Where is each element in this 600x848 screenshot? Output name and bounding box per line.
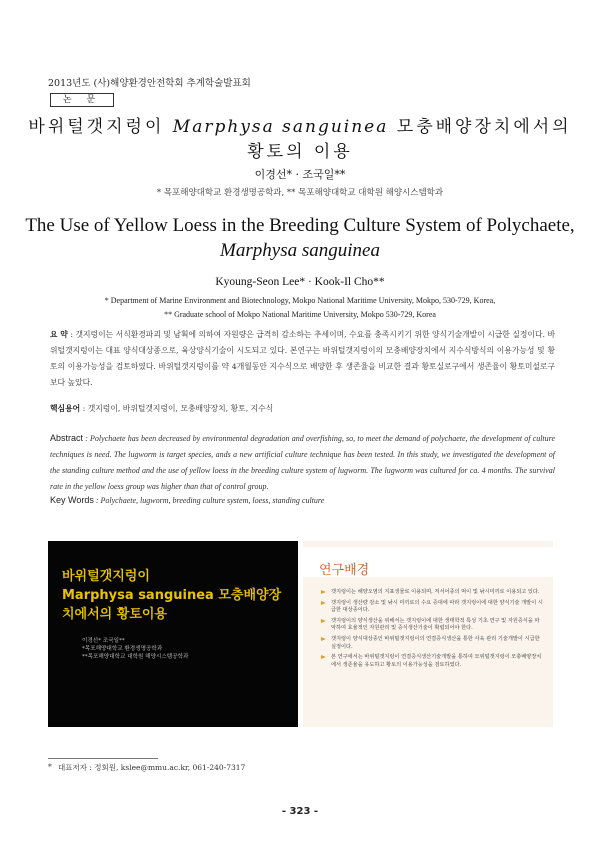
background-slide	[303, 541, 553, 727]
footnote-divider	[48, 758, 158, 759]
triangle-bullet-icon	[321, 655, 326, 659]
page-number: - 323 -	[281, 806, 319, 817]
background-bullet: 갯지렁이의 양식생산을 위해서는 갯지렁이에 대한 생태학적 특성 기초 연구 및 자원증식을 파악하여 효율적인 자원관리 및 증식생산기술이 확립되어야 한다.	[321, 618, 543, 633]
background-slide-bullets	[321, 589, 543, 672]
title-slide	[48, 541, 298, 727]
korean-title-species: Marphysa sanguinea	[172, 117, 389, 137]
korean-abstract	[50, 327, 555, 391]
title-slide-affiliation-2: **목포해양대학교 대학원 해양시스템공학과	[82, 654, 189, 660]
footnote-text: 대표저자 : 정회원, kslee@mmu.ac.kr, 061-240-7317	[58, 763, 246, 772]
triangle-bullet-icon	[321, 601, 326, 605]
english-keywords	[50, 492, 555, 509]
title-slide-line2: Marphysa sanguinea 모충배양장	[62, 588, 282, 603]
triangle-bullet-icon	[321, 619, 326, 623]
korean-title-pre: 바위털갯지렁이	[28, 117, 165, 137]
english-affiliation-2: ** Graduate school of Mokpo National Maritime University, Mokpo 530-729, Korea	[164, 310, 436, 319]
korean-title-line2: 황토의 이용	[247, 142, 353, 162]
english-keywords-label: Key Words	[50, 495, 94, 505]
title-slide-authors	[82, 637, 188, 661]
korean-authors: 이경선* · 조국일**	[254, 168, 346, 181]
title-slide-author-names: 이경선* 조국일**	[82, 638, 125, 644]
triangle-bullet-icon	[321, 590, 326, 594]
english-title-line1: The Use of Yellow Loess in the Breeding Culture System of Polychaete,	[25, 215, 575, 236]
title-slide-heading	[62, 567, 292, 624]
background-slide-header	[303, 547, 553, 577]
background-slide-title: 연구배경	[319, 563, 370, 578]
footnote	[48, 762, 246, 773]
english-title-line2: Marphysa sanguinea	[220, 240, 380, 261]
english-keywords-text: : Polychaete, lugworm, breeding culture system, loess, standing culture	[93, 496, 325, 505]
title-slide-line1: 바위털갯지렁이	[62, 569, 150, 584]
korean-abstract-text: : 갯지렁이는 서식환경파괴 및 남획에 의하여 자원량은 급격히 감소하는 추세이며, 수요를 충족시키기 위한 양식기술개발이 시급한 실정이다. 바위털갯지렁이는 대표 양식대상종으로, 육상양식기술이 시도되고 있다. 본연구는 바위털갯지렁이의 모충배양장치에서 지수식방식의 이용가능성 및 황토의 이용가능성을 검토하였다. 바위털갯지렁이를 약 4개월동안 지수식으로 배양한 후 생존율을 비교한 결과 황토실로구에서 생존율이 황토미설로구보다 높았다.	[50, 330, 556, 387]
conference-header: 2013년도 (사)해양환경안전학회 추계학술발표회	[48, 78, 251, 89]
korean-keywords-label: 핵심용어	[50, 404, 81, 413]
title-slide-line3: 치에서의 황토이용	[62, 607, 167, 622]
english-abstract-label: Abstract	[50, 433, 84, 443]
background-bullet: 갯지렁이 생산량 감소 및 낚시 미끼로의 수요 증대에 따라 갯지렁이에 대한 양식기술 개발이 시급한 대상종이다.	[321, 600, 543, 615]
korean-abstract-label: 요 약	[50, 330, 68, 339]
category-tag: 논 문	[50, 93, 114, 107]
korean-keywords	[50, 401, 555, 417]
korean-title-line1	[0, 112, 600, 137]
background-bullet: 갯지렁이는 해양오염의 지표생물로 이용되며, 저서어종의 먹이 및 낚시미끼로 이용되고 있다.	[321, 589, 543, 597]
english-authors: Kyoung-Seon Lee* · Kook-Il Cho**	[215, 276, 385, 288]
triangle-bullet-icon	[321, 637, 326, 641]
title-slide-affiliation-1: *목포해양대학교 환경생명공학과	[82, 646, 163, 652]
footnote-marker: *	[48, 762, 52, 771]
korean-affiliation: * 목포해양대학교 환경생명공학과, ** 목포해양대학교 대학원 해양시스템학과	[156, 188, 444, 198]
background-bullet: 본 연구에서는 바위털갯지렁이 연결증식생산기술개발을 통하여 모위털갯지렁이 모충배양장치에서 생존율을 유도하고 황토의 이용가능성을 검토하였다.	[321, 654, 543, 669]
english-abstract	[50, 430, 555, 495]
english-abstract-text: : Polychaete has been decreased by environmental degradation and overfishing, so, to meet the demand of polychaete, the development of culture techniques is need. The lugworm is target species, ands a new artificial culture technique has been tested. In this study, we investigated the development of the standing culture method and the use of yellow loess in the breeding culture system of lugworm. The lugworm was cultured for ca. 4 months. The survival rate in the yellow loess group was higher than that of control group.	[50, 434, 555, 491]
korean-title-post: 모충배양장치에서의	[396, 117, 572, 137]
korean-keywords-text: : 갯지렁이, 바위털갯지렁이, 모충배양장치, 황토, 지수식	[80, 404, 274, 413]
english-affiliation-1: * Department of Marine Environment and Biotechnology, Mokpo National Maritime University, Mokpo, 530-729, Korea,	[104, 296, 496, 305]
background-bullet: 갯지렁이 양식대상종인 바위털갯지렁이의 연결증식생산을 통한 사육 관리 기술개발이 시급한 실정이다.	[321, 636, 543, 651]
